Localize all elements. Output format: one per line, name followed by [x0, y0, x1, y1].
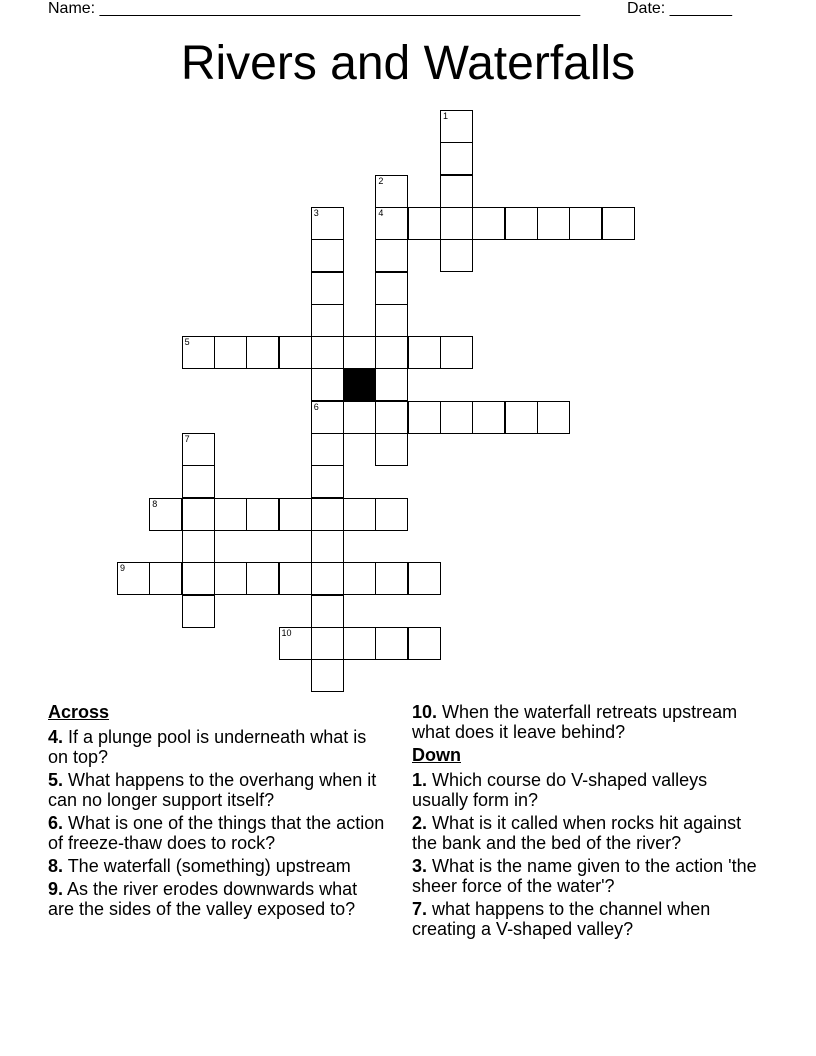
cell-number: 8 [152, 498, 158, 509]
crossword-cell[interactable] [311, 627, 344, 660]
clue-text: What happens to the overhang when it can no longer support itself? [48, 770, 377, 810]
crossword-cell[interactable] [279, 336, 312, 369]
clue-number: 1. [412, 770, 428, 790]
crossword-cell[interactable] [149, 562, 182, 595]
date-field-label: Date: _______ [627, 0, 732, 17]
crossword-cell[interactable] [537, 401, 570, 434]
clue-text: If a plunge pool is underneath what is on top? [48, 727, 367, 767]
clue-number: 6. [48, 813, 64, 833]
crossword-cell[interactable] [375, 239, 408, 272]
crossword-cell[interactable] [182, 465, 215, 498]
crossword-cell[interactable] [505, 401, 538, 434]
crossword-cell[interactable] [246, 336, 279, 369]
crossword-cell[interactable] [602, 207, 635, 240]
name-field-label: Name: ______________________________________________________ [48, 0, 581, 17]
clue-number: 8. [48, 856, 64, 876]
clue-number: 5. [48, 770, 64, 790]
crossword-cell[interactable] [440, 142, 473, 175]
crossword-cell[interactable] [117, 562, 150, 595]
crossword-cell[interactable] [311, 562, 344, 595]
crossword-cell[interactable] [311, 595, 344, 628]
across-clue [48, 813, 388, 853]
clue-number: 7. [412, 899, 428, 919]
crossword-cell[interactable] [375, 272, 408, 305]
clue-number: 2. [412, 813, 428, 833]
clue-text: Which course do V-shaped valleys usually form in? [412, 770, 708, 810]
crossword-cell[interactable] [246, 498, 279, 531]
crossword-cell[interactable] [311, 239, 344, 272]
cell-number: 6 [313, 401, 319, 412]
crossword-cell[interactable] [311, 498, 344, 531]
crossword-cell[interactable] [375, 401, 408, 434]
clue-text: As the river erodes downwards what are the sides of the valley exposed to? [48, 879, 358, 919]
crossword-cell[interactable] [311, 433, 344, 466]
clue-text: What is one of the things that the action of freeze-thaw does to rock? [48, 813, 385, 853]
across-clue [48, 856, 388, 876]
crossword-cell[interactable] [408, 562, 441, 595]
clue-text: What is it called when rocks hit against the bank and the bed of the river? [412, 813, 742, 853]
crossword-cell[interactable] [311, 465, 344, 498]
crossword-cell[interactable] [472, 207, 505, 240]
cell-number: 9 [120, 563, 126, 574]
crossword-cell[interactable] [440, 207, 473, 240]
crossword-cell[interactable] [279, 498, 312, 531]
crossword-cell[interactable] [311, 272, 344, 305]
crossword-cell[interactable] [375, 175, 408, 208]
crossword-cell[interactable] [375, 336, 408, 369]
across-clue [48, 879, 388, 919]
crossword-cell[interactable] [375, 433, 408, 466]
crossword-cell[interactable] [311, 336, 344, 369]
clue-text: The waterfall (something) upstream [63, 856, 351, 876]
crossword-cell[interactable] [311, 530, 344, 563]
crossword-cell[interactable] [472, 401, 505, 434]
page-title: Rivers and Waterfalls [180, 37, 636, 90]
clue-text: When the waterfall retreats upstream what does it leave behind? [412, 702, 738, 742]
cell-number: 5 [184, 337, 190, 348]
crossword-cell[interactable] [440, 336, 473, 369]
clue-number: 3. [412, 856, 428, 876]
crossword-cell[interactable] [246, 562, 279, 595]
across-heading: Across [48, 702, 110, 722]
crossword-cell[interactable] [343, 627, 376, 660]
crossword-cell[interactable] [408, 401, 441, 434]
cell-number: 3 [313, 207, 319, 218]
crossword-cell[interactable] [440, 401, 473, 434]
down-clue [412, 856, 762, 896]
cell-number: 10 [281, 627, 292, 638]
crossword-cell[interactable] [537, 207, 570, 240]
down-clue [412, 899, 762, 939]
crossword-black-cell [343, 368, 376, 401]
crossword-cell[interactable] [311, 401, 344, 434]
crossword-cell[interactable] [440, 239, 473, 272]
clue-number: 10. [412, 702, 438, 722]
cell-number: 2 [378, 175, 384, 186]
crossword-cell[interactable] [375, 498, 408, 531]
crossword-cell[interactable] [375, 368, 408, 401]
crossword-cell[interactable] [311, 304, 344, 337]
across-clue [412, 702, 762, 742]
cell-number: 4 [378, 207, 384, 218]
crossword-cell[interactable] [505, 207, 538, 240]
cell-number: 1 [443, 111, 449, 121]
clues-right-column [412, 702, 762, 942]
crossword-cell[interactable] [182, 562, 215, 595]
crossword-cell[interactable] [375, 304, 408, 337]
clue-text: What is the name given to the action 'the sheer force of the water'? [412, 856, 757, 896]
crossword-cell[interactable] [343, 498, 376, 531]
crossword-cell[interactable] [182, 336, 215, 369]
crossword-cell[interactable] [408, 336, 441, 369]
down-clue [412, 813, 762, 853]
crossword-cell[interactable] [408, 207, 441, 240]
clue-text: what happens to the channel when creating a V-shaped valley? [412, 899, 711, 939]
crossword-cell[interactable] [182, 433, 215, 466]
crossword-cell[interactable] [343, 562, 376, 595]
crossword-cell[interactable] [182, 498, 215, 531]
crossword-cell[interactable] [311, 659, 344, 692]
crossword-cell[interactable] [149, 498, 182, 531]
clues-left-column [48, 702, 388, 922]
crossword-cell[interactable] [440, 110, 473, 143]
crossword-cell[interactable] [375, 627, 408, 660]
down-clue [412, 770, 762, 810]
crossword-cell[interactable] [214, 498, 247, 531]
down-heading: Down [412, 745, 461, 765]
crossword-cell[interactable] [311, 207, 344, 240]
cell-number: 7 [184, 434, 190, 444]
crossword-cell[interactable] [440, 175, 473, 208]
crossword-cell[interactable] [182, 595, 215, 628]
crossword-cell[interactable] [343, 401, 376, 434]
across-clue [48, 770, 388, 810]
crossword-cell[interactable] [279, 627, 312, 660]
crossword-cell[interactable] [311, 368, 344, 401]
across-clue [48, 727, 388, 767]
clue-number: 9. [48, 879, 64, 899]
crossword-cell[interactable] [569, 207, 602, 240]
crossword-cell[interactable] [343, 336, 376, 369]
crossword-cell[interactable] [408, 627, 441, 660]
clue-number: 4. [48, 727, 64, 747]
crossword-cell[interactable] [279, 562, 312, 595]
crossword-cell[interactable] [375, 562, 408, 595]
crossword-cell[interactable] [214, 562, 247, 595]
crossword-cell[interactable] [182, 530, 215, 563]
crossword-cell[interactable] [375, 207, 408, 240]
crossword-cell[interactable] [214, 336, 247, 369]
